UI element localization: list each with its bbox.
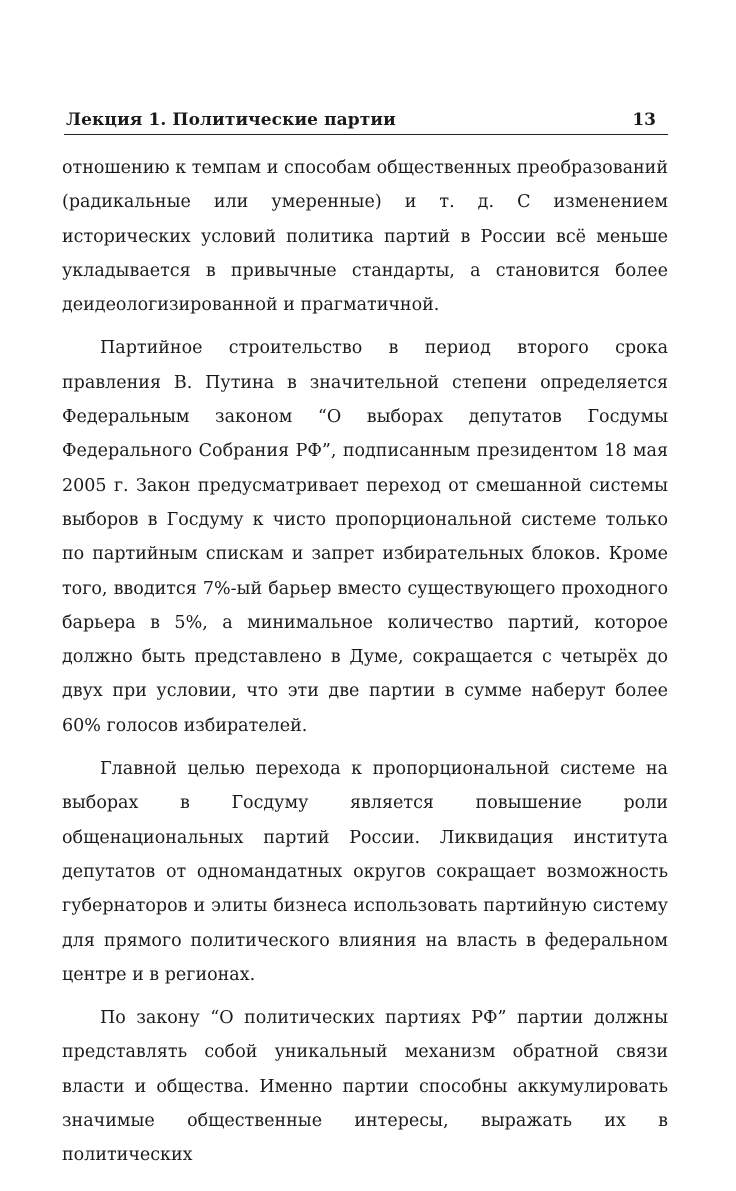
body-text	[62, 151, 668, 1173]
paragraph: Партийное строительство в период второго срока правления В. Путина в значительной степени определяется Федеральным законом “О выборах депутатов Госдумы Федерального Собрания РФ”, подписанным президентом 18 мая 2005 г. Закон предусматривает переход от смешанной системы выборов в Госдуму к чисто пропорциональной системе только по партийным спискам и запрет избирательных блоков. Кроме того, вводится 7%-ый барьер вместо существующего проходного барьера в 5%, а минимальное количество партий, которое должно быть представлено в Думе, сокращается с четырёх до двух при условии, что эти две партии в сумме наберут более 60% голосов избирателей.	[62, 338, 668, 736]
page-number: 13	[632, 110, 656, 130]
paragraph-continuation: отношению к темпам и способам общественных преобразований (радикальные или умеренные) и т. д. С изменением исторических условий политика партий в России всё меньше укладывается в привычные стандарты, а становится более деидеологизированной и прагматичной.	[62, 158, 668, 316]
paragraph: Главной целью перехода к пропорциональной системе на выборах в Госдуму является повышение роли общенациональных партий России. Ликвидация института депутатов от одномандатных округов сокращает возможность губернаторов и элиты бизнеса использовать партийную систему для прямого политического влияния на власть в федеральном центре и в регионах.	[62, 759, 668, 985]
running-header	[64, 104, 668, 135]
chapter-title: Лекция 1. Политические партии	[66, 110, 396, 130]
paragraph: По закону “О политических партиях РФ” партии должны представлять собой уникальный механизм обратной связи власти и общества. Именно партии способны аккумулировать значимые общественные интересы, выражать их в политических	[62, 1008, 668, 1166]
